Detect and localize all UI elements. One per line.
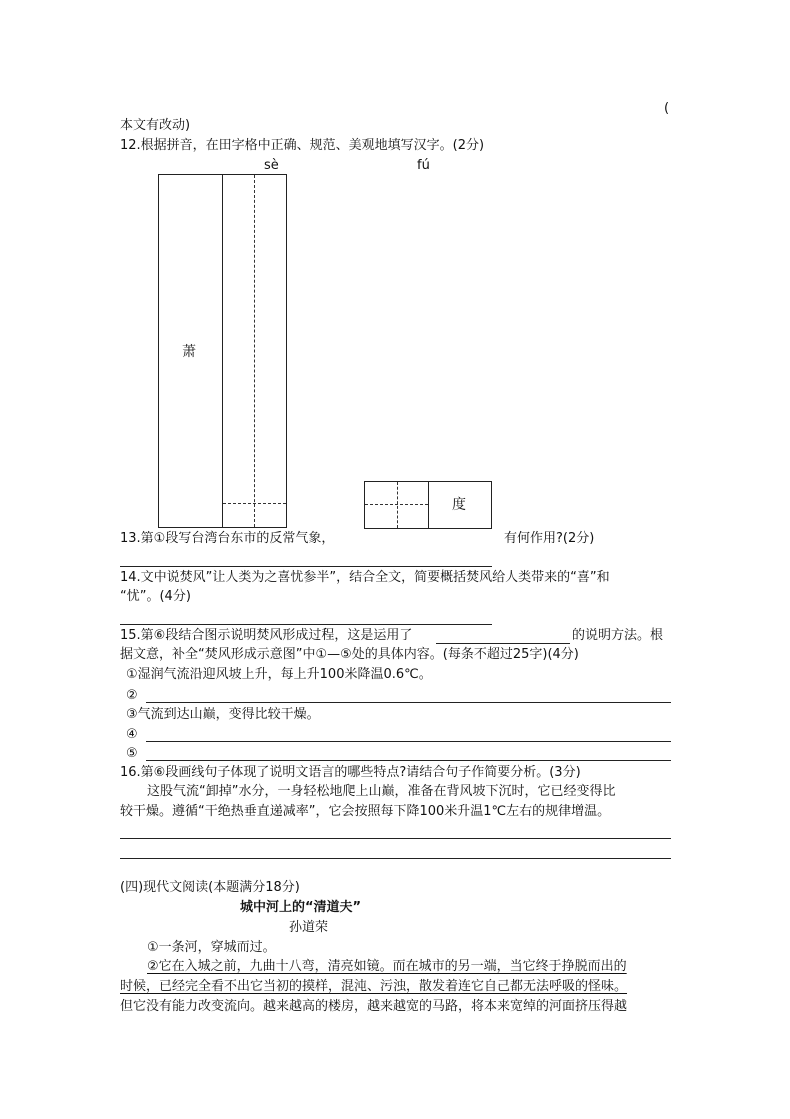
tianzige-cell-se-vdash — [254, 175, 255, 527]
q13-answer-line[interactable] — [120, 566, 492, 567]
q14-answer-line[interactable] — [120, 624, 492, 625]
q15-item-5-answer-line[interactable] — [146, 760, 671, 761]
q15-prompt-line2: 据文意，补全“焚风形成示意图”中①—⑤处的具体内容。(每条不超过25字)(4分) — [120, 647, 579, 662]
article-paragraph-2-line3: 但它没有能力改变流向。越来越高的楼房，越来越宽的马路，将本来宽绰的河面挤压得越 — [120, 999, 628, 1014]
q12-prompt: 12.根据拼音，在田字格中正确、规范、美观地填写汉字。(2分) — [120, 138, 485, 153]
source-note: 本文有改动) — [120, 118, 191, 133]
article-author: 孙道荣 — [289, 920, 329, 935]
q16-prompt: 16.第⑥段画线句子体现了说明文语言的哪些特点?请结合句子作简要分析。(3分) — [120, 765, 581, 780]
pinyin-fu: fú — [417, 158, 430, 173]
q15-item-2-answer-line[interactable] — [146, 702, 671, 703]
article-paragraph-2-line2: 时候，已经完全看不出它当初的摸样，混沌、污浊，散发着连它自己都无法呼吸的怪味。 — [120, 979, 628, 994]
tianzige-cell-fu-vdash — [397, 482, 398, 528]
q15-item-4-answer-line[interactable] — [146, 741, 671, 742]
q15-prompt-line1a: 15.第⑥段结合图示说明焚风形成过程，这是运用了 — [120, 628, 413, 643]
pinyin-se: sè — [264, 158, 279, 173]
article-paragraph-1: ①一条河，穿城而过。 — [147, 940, 276, 955]
q15-item-1: ①湿润气流沿迎风坡上升，每上升100米降温0.6℃。 — [126, 667, 432, 682]
q15-method-blank[interactable] — [436, 643, 570, 644]
tianzige-cell-se-hdash — [223, 503, 286, 504]
source-note-paren: ( — [664, 101, 670, 116]
tianzige-char-du: 度 — [452, 497, 466, 513]
section4-header: (四)现代文阅读(本题满分18分) — [120, 880, 300, 895]
q14-prompt-line2: “忧”。(4分) — [120, 589, 191, 604]
q15-item-2-label: ② — [126, 688, 138, 703]
q16-quote-line2: 较干燥。遵循“干绝热垂直递减率”，它会按照每下降100米升温1℃左右的规律增温。 — [120, 804, 611, 819]
tianzige-cell-fu-hdash — [365, 504, 428, 505]
q16-answer-line-2[interactable] — [120, 858, 671, 859]
q16-answer-line-1[interactable] — [120, 838, 671, 839]
q15-item-5-label: ⑤ — [126, 746, 138, 761]
tianzige-char-xiao: 萧 — [182, 344, 196, 360]
q15-item-3: ③气流到达山巅，变得比较干燥。 — [126, 707, 320, 722]
q13-prompt-tail: 有何作用?(2分) — [504, 531, 595, 546]
q16-quote-line1: 这股气流“卸掉”水分，一身轻松地爬上山巅，准备在背风坡下沉时，它已经变得比 — [147, 784, 616, 799]
q15-prompt-line1b: 的说明方法。根 — [572, 628, 664, 643]
q13-prompt: 13.第①段写台湾台东市的反常气象， — [120, 531, 335, 546]
q15-item-4-label: ④ — [126, 727, 138, 742]
article-title: 城中河上的“清道夫” — [240, 900, 362, 915]
article-paragraph-2-line1: ②它在入城之前，九曲十八弯，清亮如镜。而在城市的另一端，当它终于挣脱而出的 — [147, 959, 627, 974]
q14-prompt-line1: 14.文中说焚风”让人类为之喜忧参半”，结合全文，简要概括焚风给人类带来的“喜”和 — [120, 570, 610, 585]
